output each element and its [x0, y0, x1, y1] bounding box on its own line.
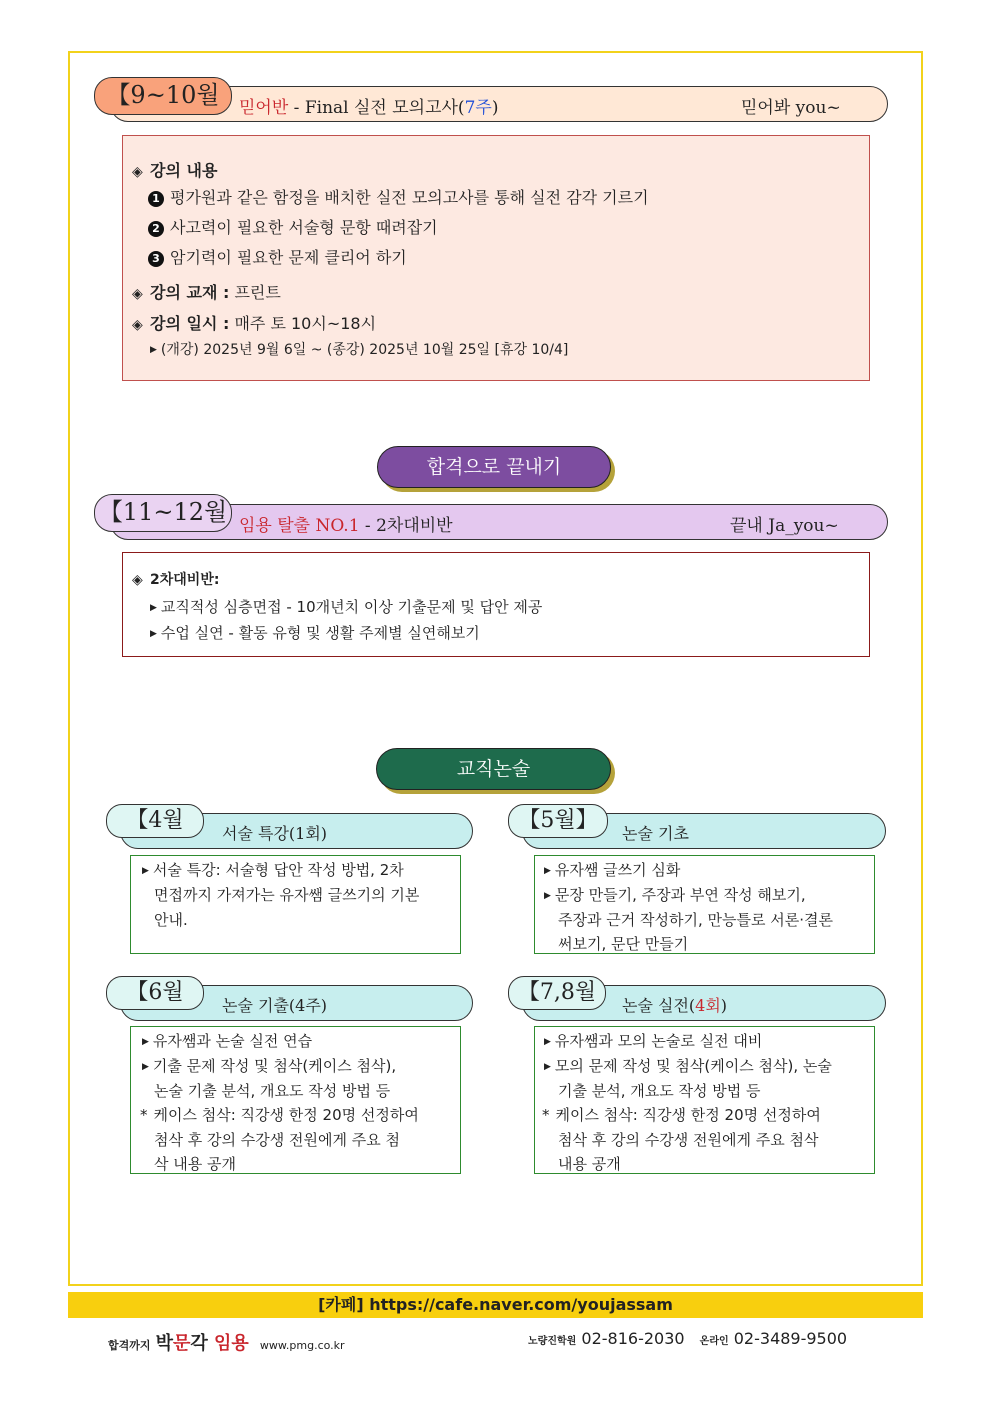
publisher-logo: [108, 1329, 345, 1355]
card-may-line-2: [544, 884, 806, 905]
triangle-bullet-icon: ▶: [150, 345, 157, 355]
diamond-icon: ◈: [132, 572, 143, 588]
sec2-item-text: 수업 실연 - 활동 유형 및 생활 주제별 실연해보기: [160, 624, 480, 642]
card-apr-line-text: 서술 특강: 서술형 답안 작성 방법, 2차: [152, 861, 404, 879]
card-jul-line-3: 기출 분석, 개요도 작성 방법 등: [558, 1082, 761, 1100]
sec1-item-text: 평가원과 같은 함정을 배치한 실전 모의고사를 통해 실전 감각 기르기: [170, 188, 649, 207]
asterisk-icon: *: [140, 1106, 148, 1124]
triangle-bullet-icon: ▶: [544, 866, 551, 876]
number-1-icon: 1: [148, 191, 164, 207]
card-jun-line-4: [140, 1104, 419, 1125]
sec1-content-heading: [132, 158, 217, 181]
number-2-icon: 2: [148, 221, 164, 237]
section-title-pass: [377, 446, 611, 488]
card-jun-line-3: 논술 기출 분석, 개요도 작성 방법 등: [154, 1082, 391, 1100]
sec1-material-value: 프린트: [229, 283, 281, 302]
card-jul-title: [622, 993, 727, 1016]
card-jun-line-6: 삭 내용 공개: [154, 1155, 236, 1173]
triangle-bullet-icon: ▶: [150, 603, 157, 613]
card-jul-line-2: [544, 1055, 832, 1076]
sec2-item-1: [150, 596, 542, 617]
sec2-title: [239, 511, 453, 536]
sec2-heading: [132, 569, 219, 589]
sec1-content-label: 강의 내용: [150, 161, 218, 180]
sec1-period-pill: [94, 77, 232, 115]
card-may-line-1: [544, 859, 680, 880]
card-may-month-pill: [508, 804, 608, 838]
sec2-period-pill: [94, 494, 232, 532]
sec2-period: 【11~12월: [98, 498, 228, 526]
sec2-label: 2차대비반:: [150, 572, 220, 588]
card-jul-title-pre: 논술 실전(: [622, 996, 696, 1015]
logo-wordmark: [156, 1333, 249, 1354]
card-apr-title: 서술 특강(1회): [222, 824, 328, 843]
card-may-line-text: 유자쌤 글쓰기 심화: [554, 861, 681, 879]
sec2-item-text: 교직적성 심층면접 - 10개년치 이상 기출문제 및 답안 제공: [160, 598, 543, 616]
card-jul-line-text: 케이스 첨삭: 직강생 한정 20명 선정하여: [555, 1106, 821, 1124]
card-apr-line-1: [142, 859, 404, 880]
sec1-desc-post: ): [491, 98, 499, 118]
card-jun-line-2: [142, 1055, 396, 1076]
triangle-bullet-icon: ▶: [544, 891, 551, 901]
card-may-month: 【5월】: [518, 808, 598, 833]
card-jun-line-1: [142, 1030, 312, 1051]
sec1-desc-pre: - Final 실전 모의고사(: [288, 98, 465, 118]
logo-char-2: 문: [173, 1333, 191, 1354]
card-jul-line-5: 첨삭 후 강의 수강생 전원에게 주요 첨삭: [558, 1131, 819, 1149]
sec1-schedule-value: 매주 토 10시~18시: [229, 314, 377, 333]
card-may-line-text: 문장 만들기, 주장과 부연 작성 해보기,: [554, 886, 806, 904]
section-title-essay: [376, 748, 611, 790]
sec1-item-text: 사고력이 필요한 서술형 문항 때려잡기: [170, 218, 438, 237]
triangle-bullet-icon: ▶: [142, 866, 149, 876]
diamond-icon: ◈: [132, 317, 143, 333]
card-jul-month-pill: [508, 976, 606, 1010]
card-apr-month: 【4월: [126, 808, 184, 833]
card-jun-line-text: 케이스 첨삭: 직강생 한정 20명 선정하여: [153, 1106, 419, 1124]
card-jun-line-text: 유자쌤과 논술 실전 연습: [152, 1032, 313, 1050]
sec1-item-text: 암기력이 필요한 문제 클리어 하기: [170, 248, 407, 267]
triangle-bullet-icon: ▶: [142, 1062, 149, 1072]
sec2-desc: - 2차대비반: [359, 516, 453, 536]
sec1-name: 믿어반: [239, 98, 289, 118]
online-label: 온라인: [699, 1336, 729, 1347]
card-apr-month-pill: [106, 804, 204, 838]
sec1-material: [132, 280, 281, 303]
logo-char-4: 임용: [207, 1333, 249, 1354]
footer-cafe-link[interactable]: [카페] https://cafe.naver.com/youjassam: [318, 1295, 673, 1314]
section-title-pass-text: 합격으로 끝내기: [426, 456, 562, 478]
card-jun-line-5: 첨삭 후 강의 수강생 전원에게 주요 첨: [154, 1131, 400, 1149]
card-jul-line-6: 내용 공개: [558, 1155, 621, 1173]
card-may-line-3: 주장과 근거 작성하기, 만능틀로 서론·결론: [558, 911, 833, 929]
sec1-item-2: [148, 215, 438, 238]
logo-char-3: 각: [190, 1333, 208, 1354]
logo-char-1: 박: [155, 1333, 173, 1354]
card-jul-line-4: [542, 1104, 821, 1125]
sec1-title: [239, 93, 498, 118]
sec1-slogan: 믿어봐 you~: [741, 98, 841, 118]
footer-cafe-bar: [68, 1292, 923, 1318]
sec1-dates: [150, 339, 568, 359]
sec2-name: 임용 탈출 NO.1: [239, 516, 360, 536]
triangle-bullet-icon: ▶: [150, 629, 157, 639]
sec1-schedule: [132, 311, 376, 334]
sec1-item-1: [148, 185, 649, 208]
sec1-weeks: 7주: [464, 98, 492, 118]
card-may-title: 논술 기초: [622, 824, 689, 843]
sec1-item-3: [148, 245, 407, 268]
footer-contacts: [528, 1329, 847, 1348]
card-jul-month: 【7,8월: [517, 980, 597, 1005]
card-jun-line-text: 기출 문제 작성 및 첨삭(케이스 첨삭),: [152, 1057, 397, 1075]
campus-phone: 02-816-2030: [581, 1329, 685, 1348]
card-jul-line-text: 유자쌤과 모의 논술로 실전 대비: [554, 1032, 763, 1050]
logo-site[interactable]: www.pmg.co.kr: [259, 1339, 345, 1352]
campus-label: 노량진학원: [528, 1336, 577, 1347]
number-3-icon: 3: [148, 251, 164, 267]
triangle-bullet-icon: ▶: [544, 1037, 551, 1047]
sec1-schedule-label: 강의 일시 :: [150, 314, 230, 333]
card-apr-line-2: 면접까지 가져가는 유자쌤 글쓰기의 기본: [154, 886, 420, 904]
triangle-bullet-icon: ▶: [142, 1037, 149, 1047]
logo-tagline: 합격까지: [108, 1339, 151, 1352]
triangle-bullet-icon: ▶: [544, 1062, 551, 1072]
card-jul-line-text: 모의 문제 작성 및 첨삭(케이스 첨삭), 논술: [554, 1057, 832, 1075]
diamond-icon: ◈: [132, 286, 143, 302]
sec1-dates-text: (개강) 2025년 9월 6일 ~ (종강) 2025년 10월 25일 [휴강 10/4]: [160, 342, 569, 358]
card-may-line-4: 써보기, 문단 만들기: [558, 935, 689, 953]
online-phone: 02-3489-9500: [733, 1329, 848, 1348]
card-jul-title-count: 4회: [695, 996, 721, 1015]
sec2-slogan: 끝내 Ja_you~: [730, 516, 839, 536]
sec1-material-label: 강의 교재 :: [150, 283, 230, 302]
card-jul-line-1: [544, 1030, 762, 1051]
sec1-period: 【9~10월: [106, 81, 220, 109]
card-jun-month-pill: [106, 976, 204, 1010]
sec2-item-2: [150, 622, 480, 643]
card-jun-title: 논술 기출(4주): [222, 996, 328, 1015]
card-jun-month: 【6월: [126, 980, 184, 1005]
diamond-icon: ◈: [132, 164, 143, 180]
card-apr-line-3: 안내.: [154, 911, 188, 929]
asterisk-icon: *: [542, 1106, 550, 1124]
card-jul-title-post: ): [720, 996, 728, 1015]
section-title-essay-text: 교직논술: [456, 758, 531, 780]
